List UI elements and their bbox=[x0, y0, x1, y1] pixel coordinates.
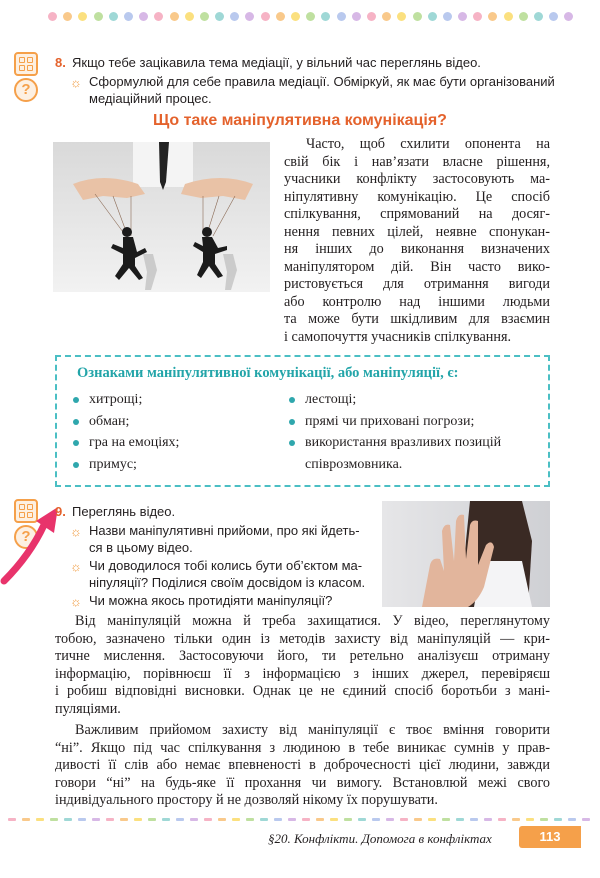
decorative-dot bbox=[473, 12, 482, 21]
task-9-question-line: Чи можна якось протидіяти маніпуляції? bbox=[89, 593, 333, 608]
signs-list-item: гра на емоціях; bbox=[71, 432, 281, 454]
decorative-dot bbox=[519, 12, 528, 21]
sun-bullet-icon: ☼ bbox=[70, 594, 82, 609]
text-line: індивідуального простору й не дозволяй нікому їх порушувати. bbox=[55, 792, 438, 808]
decorative-dash bbox=[246, 818, 254, 821]
decorative-dot bbox=[488, 12, 497, 21]
decorative-dot bbox=[63, 12, 72, 21]
signs-list-item: обман; bbox=[71, 411, 281, 433]
sun-bullet-icon: ☼ bbox=[70, 524, 82, 539]
decorative-dash bbox=[330, 818, 338, 821]
decorative-dash bbox=[120, 818, 128, 821]
footer-decorative-line bbox=[8, 818, 594, 822]
decorative-dot bbox=[458, 12, 467, 21]
decorative-dot bbox=[94, 12, 103, 21]
signs-list-item: лестощі; bbox=[287, 389, 537, 411]
decorative-dot bbox=[245, 12, 254, 21]
decorative-dash bbox=[372, 818, 380, 821]
decorative-dot bbox=[291, 12, 300, 21]
task-9-text: Переглянь відео. bbox=[72, 504, 176, 519]
decorative-dot bbox=[124, 12, 133, 21]
signs-list-item: використання вразливих позицій співрозмовника. bbox=[287, 432, 537, 475]
text-line: ня інших до виконання визначених bbox=[284, 241, 550, 257]
decorative-dot bbox=[215, 12, 224, 21]
decorative-dash bbox=[134, 818, 142, 821]
decorative-dot bbox=[549, 12, 558, 21]
decorative-dash bbox=[274, 818, 282, 821]
task-8-subtask-line: Сформулюй для себе правила медіації. Обміркуй, як має бути організований bbox=[89, 74, 555, 89]
decorative-dot bbox=[534, 12, 543, 21]
decorative-dash bbox=[400, 818, 408, 821]
decorative-dash bbox=[260, 818, 268, 821]
decorative-dot bbox=[170, 12, 179, 21]
decorative-dash bbox=[582, 818, 590, 821]
decorative-dash bbox=[190, 818, 198, 821]
signs-box bbox=[55, 355, 550, 487]
decorative-dash bbox=[288, 818, 296, 821]
decorative-dot bbox=[230, 12, 239, 21]
task-9-question-line: ся в цьому відео. bbox=[89, 540, 193, 555]
question-icon: ? bbox=[14, 78, 38, 102]
decorative-dash bbox=[442, 818, 450, 821]
decorative-dash bbox=[456, 818, 464, 821]
decorative-dash bbox=[316, 818, 324, 821]
text-line: маніпулятором дій. Він часто вико- bbox=[284, 258, 550, 275]
text-line: ристовується для отримання вигоди bbox=[284, 276, 550, 292]
decorative-dot bbox=[337, 12, 346, 21]
decorative-dash bbox=[484, 818, 492, 821]
decorative-dot bbox=[443, 12, 452, 21]
text-line: нення певних цілей, неявне спонукан- bbox=[284, 223, 550, 240]
decorative-dot bbox=[48, 12, 57, 21]
decorative-dash bbox=[204, 818, 212, 821]
task-9-question-line: Назви маніпулятивні прийоми, про які йдеть- bbox=[89, 523, 360, 538]
decorative-dash bbox=[414, 818, 422, 821]
decorative-dash bbox=[386, 818, 394, 821]
decorative-dash bbox=[64, 818, 72, 821]
stop-hand-photo bbox=[382, 501, 550, 607]
qr-code-icon[interactable] bbox=[14, 52, 38, 76]
decorative-dash bbox=[78, 818, 86, 821]
decorative-dot bbox=[367, 12, 376, 21]
text-line: дивості її слів або немає впевненості в доброчесності цієї людини, завжди bbox=[55, 757, 550, 773]
signs-list-left bbox=[71, 389, 281, 475]
footer-chapter-title: §20. Конфлікти. Допомога в конфліктах bbox=[268, 831, 492, 846]
decorative-dash bbox=[92, 818, 100, 821]
decorative-dot bbox=[139, 12, 148, 21]
signs-list-right bbox=[287, 389, 537, 475]
decorative-dash bbox=[512, 818, 520, 821]
decorative-dash bbox=[22, 818, 30, 821]
decorative-dash bbox=[106, 818, 114, 821]
task-9-question-line: ніпуляції? Поділися своїм досвідом із класом. bbox=[89, 575, 366, 590]
decorative-dot bbox=[306, 12, 315, 21]
decorative-dash bbox=[526, 818, 534, 821]
decorative-dot bbox=[397, 12, 406, 21]
decorative-dot bbox=[78, 12, 87, 21]
decorative-dash bbox=[50, 818, 58, 821]
decorative-dash bbox=[554, 818, 562, 821]
decorative-dot bbox=[154, 12, 163, 21]
decorative-dash bbox=[344, 818, 352, 821]
decorative-dot bbox=[352, 12, 361, 21]
decorative-dot bbox=[382, 12, 391, 21]
text-line: учасники конфлікту застосовують ма- bbox=[284, 171, 550, 187]
decorative-dot bbox=[276, 12, 285, 21]
decorative-dot bbox=[428, 12, 437, 21]
decorative-dot bbox=[109, 12, 118, 21]
question-icon: ? bbox=[14, 525, 38, 549]
decorative-dot bbox=[261, 12, 270, 21]
sun-bullet-icon: ☼ bbox=[70, 75, 82, 90]
decorative-dash bbox=[162, 818, 170, 821]
text-line: Часто, щоб схилити опонента на bbox=[306, 136, 550, 152]
signs-list-item: прямі чи приховані погрози; bbox=[287, 411, 537, 433]
text-line: і робиш відповідні висновки. Однак це не єдиний спосіб боротьби з мані- bbox=[55, 683, 550, 699]
task-9-number: 9. bbox=[55, 504, 66, 519]
text-line: свій бік і нав’язати власне рішення, bbox=[284, 153, 550, 170]
text-line: або контролю над іншими людьми bbox=[284, 293, 550, 310]
text-line: та може бути шкідливим для взаємин bbox=[284, 311, 550, 327]
task-8-number: 8. bbox=[55, 55, 66, 70]
decorative-dot bbox=[564, 12, 573, 21]
text-line: спілкування, спрямований на досяг- bbox=[284, 206, 550, 222]
text-line: говори “ні” на будь-яке її прохання чи вимогу. Встановлюй межі свого bbox=[55, 774, 550, 791]
decorative-dash bbox=[232, 818, 240, 821]
text-line: тобою, зазначено тільки один із методів захисту від маніпуляцій — кри- bbox=[55, 630, 550, 647]
decorative-dash bbox=[568, 818, 576, 821]
top-decorative-dots bbox=[48, 12, 588, 26]
decorative-dash bbox=[428, 818, 436, 821]
text-line: Важливим прийомом захисту від маніпуляції є твоє вміння говорити bbox=[75, 722, 550, 738]
page-number: 113 bbox=[519, 826, 581, 848]
decorative-dash bbox=[470, 818, 478, 821]
task-9-question-line: Чи доводилося тобі колись бути об’єктом ма- bbox=[89, 558, 363, 573]
text-line: інформацію, порівнюєш її з інформацією з інших джерел, перевіряєш bbox=[55, 665, 550, 682]
text-line: пуляціями. bbox=[55, 700, 121, 717]
sun-bullet-icon: ☼ bbox=[70, 559, 82, 574]
decorative-dash bbox=[36, 818, 44, 821]
decorative-dash bbox=[540, 818, 548, 821]
decorative-dot bbox=[185, 12, 194, 21]
decorative-dash bbox=[8, 818, 16, 821]
signs-list-item: хитрощі; bbox=[71, 389, 281, 411]
decorative-dash bbox=[498, 818, 506, 821]
paragraph-1 bbox=[55, 613, 550, 718]
signs-box-title: Ознаками маніпулятивної комунікації, або маніпуляції, є: bbox=[77, 365, 459, 381]
decorative-dot bbox=[413, 12, 422, 21]
decorative-dash bbox=[218, 818, 226, 821]
decorative-dash bbox=[148, 818, 156, 821]
text-line: і самопочуття учасників спілкування. bbox=[284, 328, 512, 345]
decorative-dash bbox=[358, 818, 366, 821]
decorative-dot bbox=[200, 12, 209, 21]
decorative-dash bbox=[302, 818, 310, 821]
text-line: “ні”. Якщо під час спілкування з людиною в тебе виникає сумнів у прав- bbox=[55, 739, 550, 756]
text-line: Від маніпуляцій можна й треба захищатися. У відео, переглянутому bbox=[75, 613, 550, 629]
intro-paragraph bbox=[284, 136, 550, 346]
task-8-subtask-line: медіаційний процес. bbox=[89, 91, 212, 106]
task-8-text: Якщо тебе зацікавила тема медіації, у вільний час переглянь відео. bbox=[72, 55, 481, 70]
decorative-dot bbox=[321, 12, 330, 21]
puppeteer-photo bbox=[53, 142, 270, 292]
section-heading: Що таке маніпулятивна комунікація? bbox=[153, 112, 447, 129]
decorative-dot bbox=[504, 12, 513, 21]
text-line: ніпулятивну комунікацію. Це спосіб bbox=[284, 188, 550, 205]
text-line: тичне мислення. Застосовуючи його, ти ретельно аналізуєш отриману bbox=[55, 648, 550, 664]
paragraph-2 bbox=[55, 722, 550, 810]
signs-list-item: примус; bbox=[71, 454, 281, 476]
pink-arrow-icon bbox=[0, 505, 62, 585]
decorative-dash bbox=[176, 818, 184, 821]
